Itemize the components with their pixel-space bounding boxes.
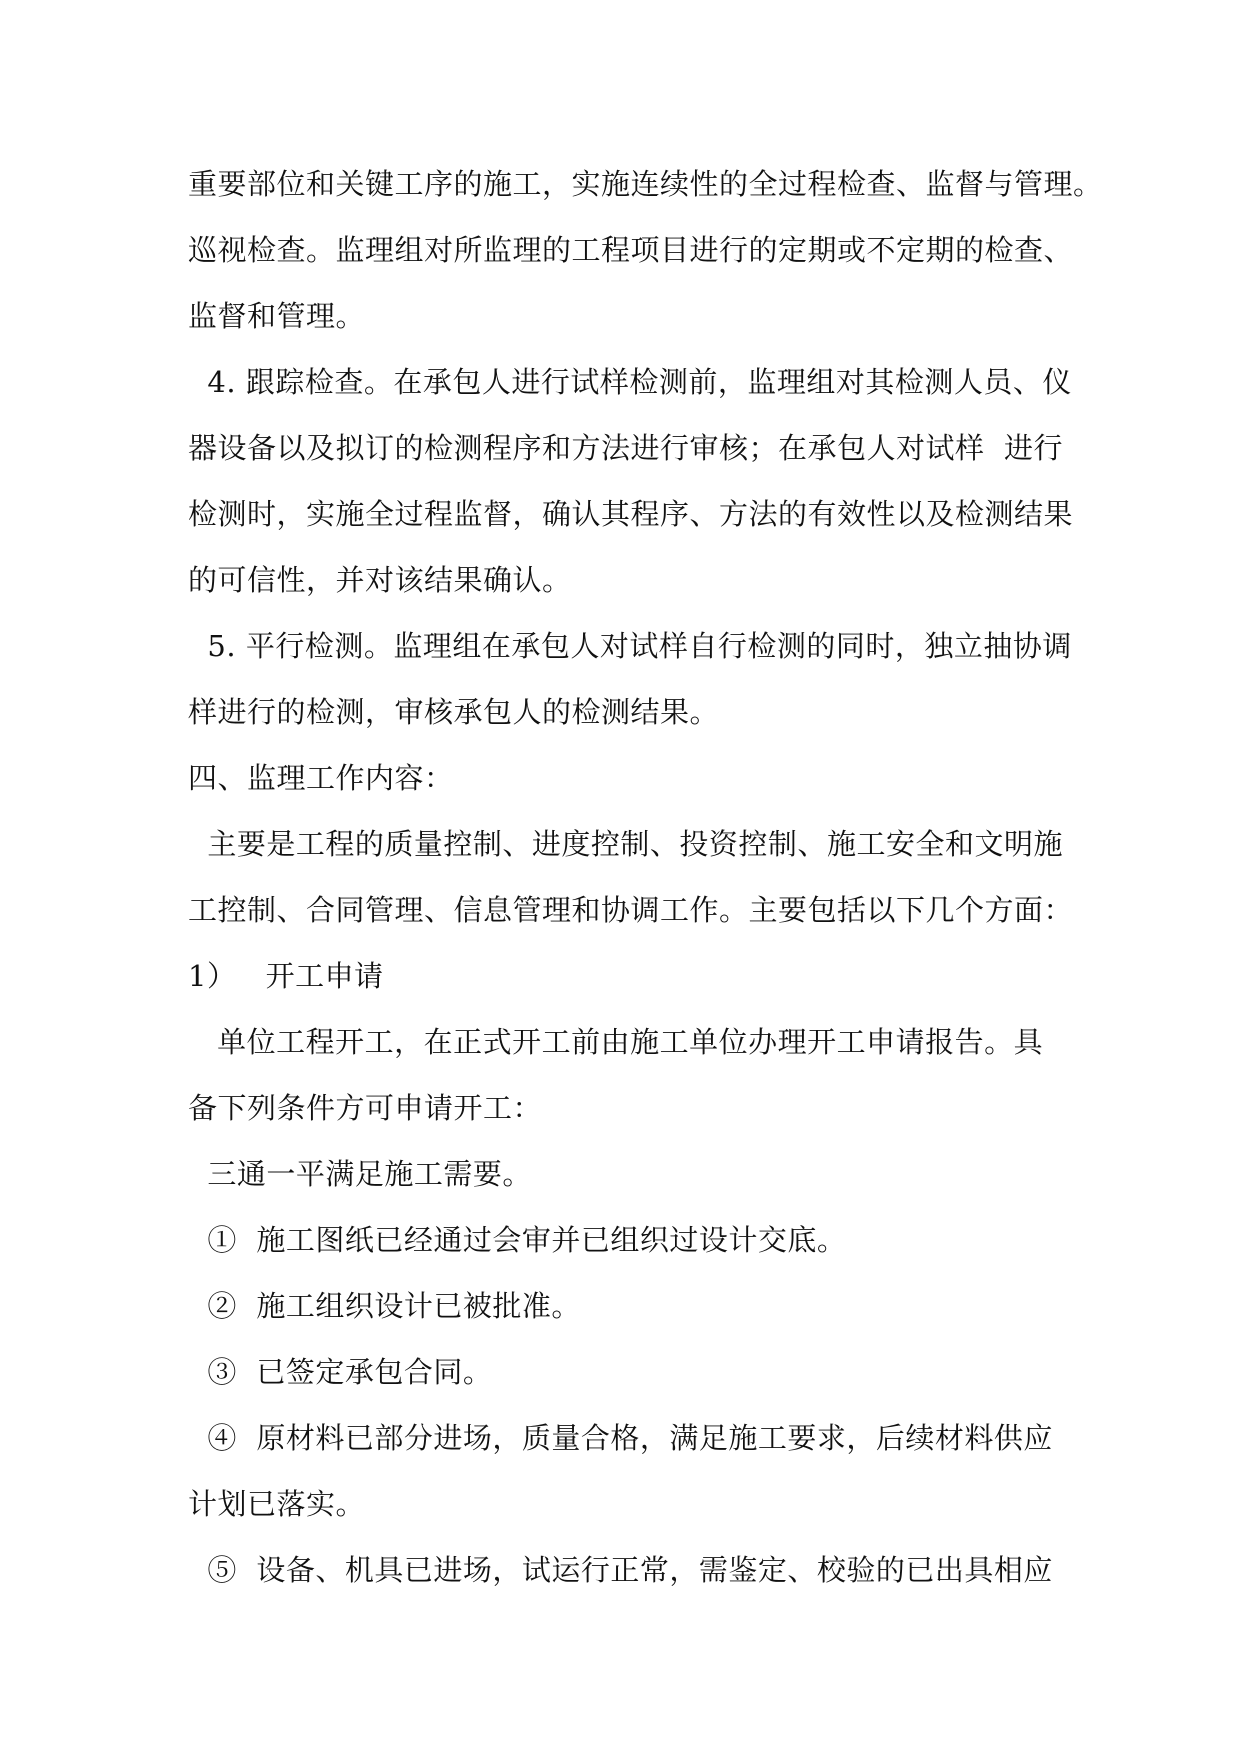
- text-line: 的可信性，并对该结果确认。: [188, 563, 572, 597]
- section-heading: 四、监理工作内容：: [188, 761, 454, 795]
- text-line: 三通一平满足施工需要。: [188, 1157, 532, 1191]
- text-line: 监督和管理。: [188, 299, 366, 333]
- subheading: 1） 开工申请: [188, 959, 384, 993]
- text-line: 样进行的检测，审核承包人的检测结果。: [188, 695, 720, 729]
- text-line: 主要是工程的质量控制、进度控制、投资控制、施工安全和文明施: [188, 827, 1063, 861]
- list-item: ④ 原材料已部分进场，质量合格，满足施工要求，后续材料供应: [188, 1421, 1053, 1455]
- list-item: ⑤ 设备、机具已进场，试运行正常，需鉴定、校验的已出具相应: [188, 1553, 1053, 1587]
- text-line: 4. 跟踪检查。在承包人进行试样检测前，监理组对其检测人员、仪: [188, 365, 1072, 399]
- text-line: 5. 平行检测。监理组在承包人对试样自行检测的同时，独立抽协调: [188, 629, 1072, 663]
- text-line: 计划已落实。: [188, 1487, 366, 1521]
- text-line: 巡视检查。监理组对所监理的工程项目进行的定期或不定期的检查、: [188, 233, 1074, 267]
- list-item: ② 施工组织设计已被批准。: [188, 1289, 581, 1323]
- text-line: 备下列条件方可申请开工：: [188, 1091, 543, 1125]
- text-line: 重要部位和关键工序的施工，实施连续性的全过程检查、监督与管理。: [188, 167, 1103, 201]
- list-item: ① 施工图纸已经通过会审并已组织过设计交底。: [188, 1223, 847, 1257]
- text-line: 工控制、合同管理、信息管理和协调工作。主要包括以下几个方面：: [188, 893, 1074, 927]
- text-line: 器设备以及拟订的检测程序和方法进行审核；在承包人对试样 进行: [188, 431, 1063, 465]
- list-item: ③ 已签定承包合同。: [188, 1355, 493, 1389]
- text-line: 检测时，实施全过程监督，确认其程序、方法的有效性以及检测结果: [188, 497, 1074, 531]
- text-line: 单位工程开工，在正式开工前由施工单位办理开工申请报告。具: [188, 1025, 1044, 1059]
